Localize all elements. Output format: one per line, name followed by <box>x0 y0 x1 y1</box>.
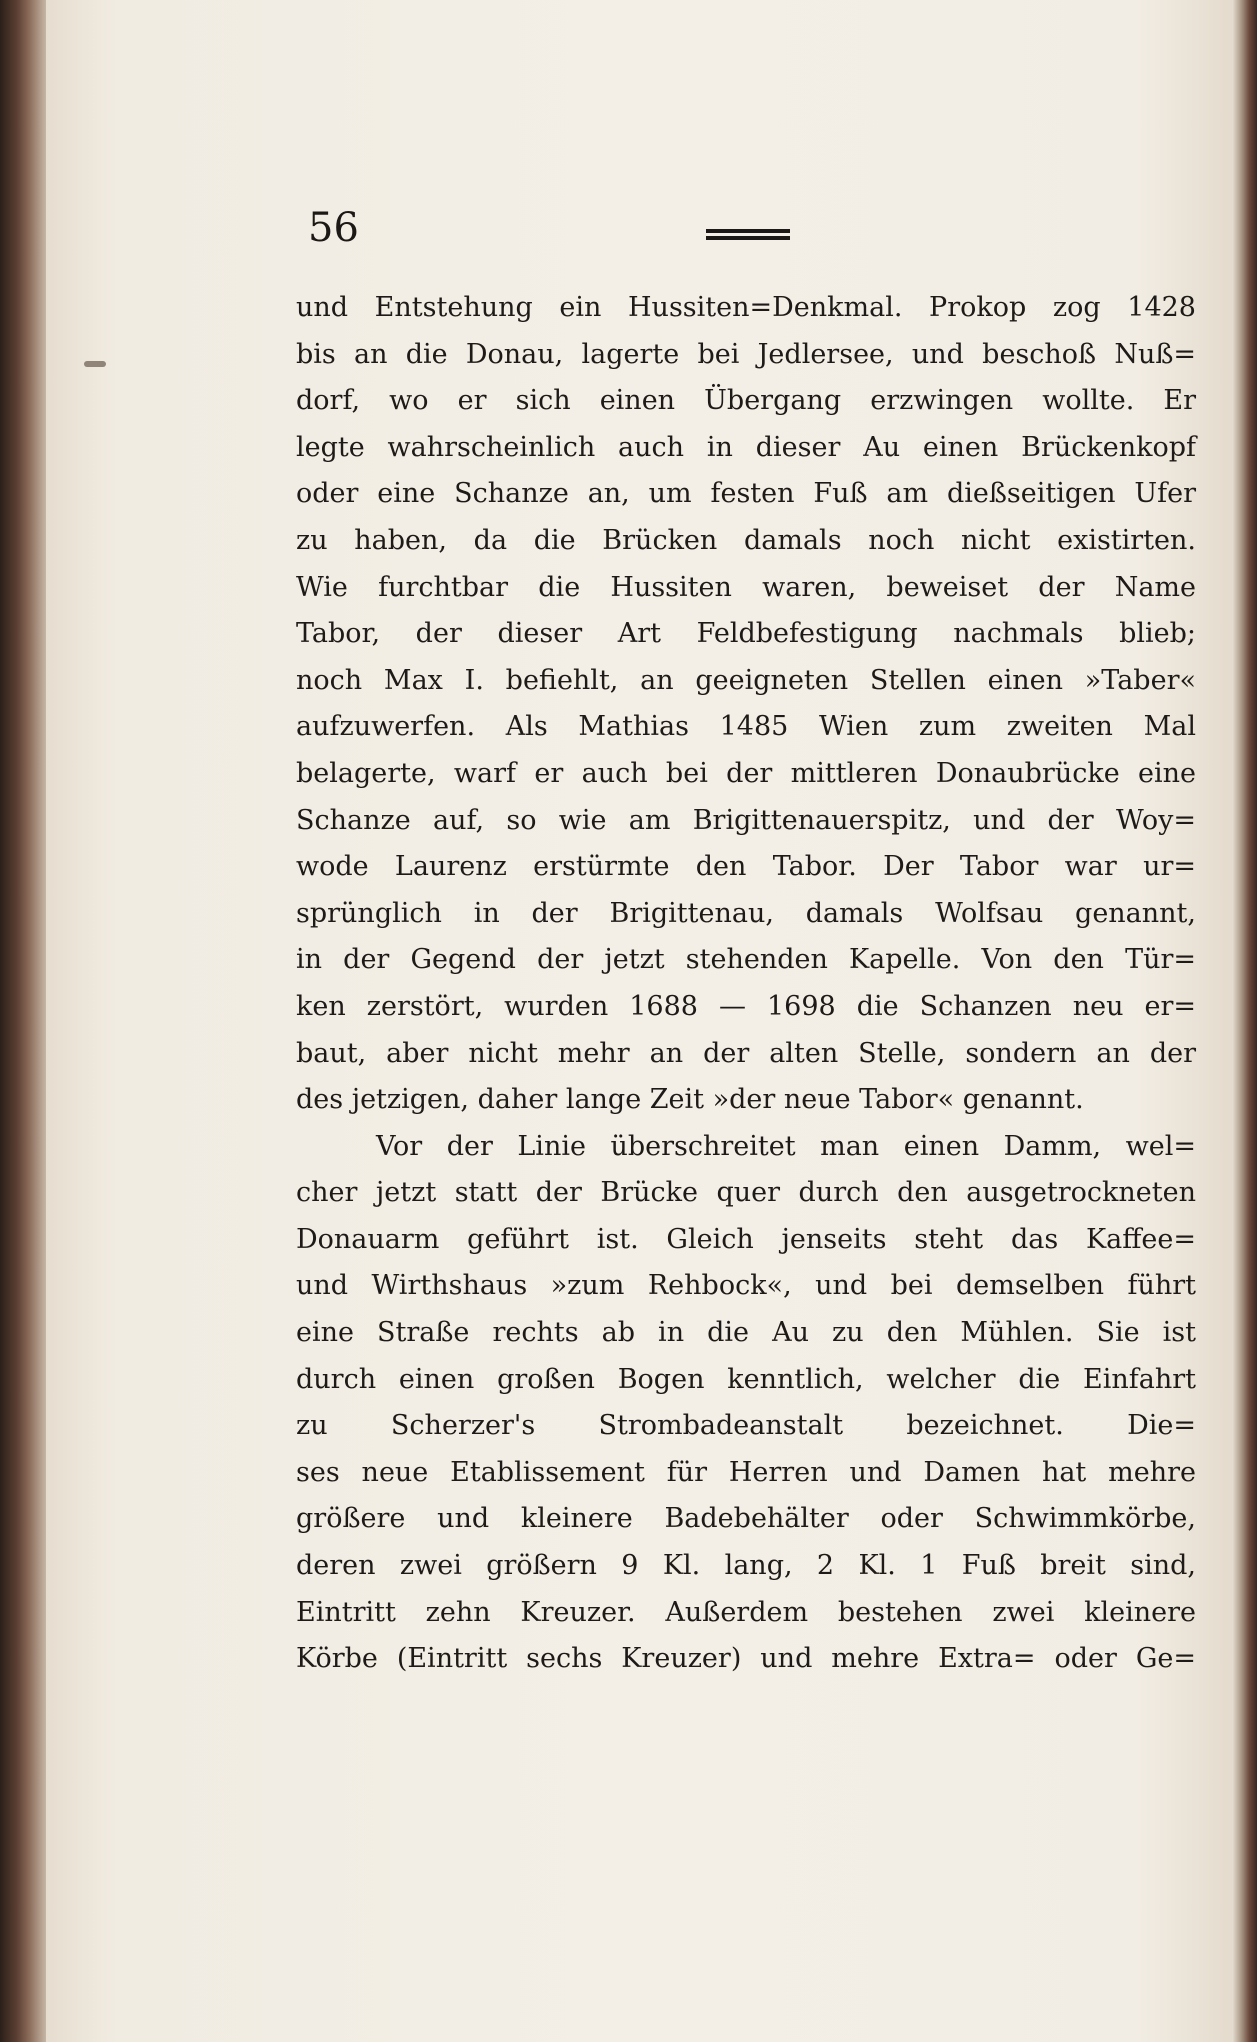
text-line: und Entstehung ein Hussiten=Denkmal. Prokop zog 1428 <box>296 292 1196 323</box>
margin-ink-mark <box>84 361 106 367</box>
book-binding-edge <box>0 0 48 2042</box>
text-line: legte wahrscheinlich auch in dieser Au einen Brückenkopf <box>296 431 1196 463</box>
text-line: noch Max I. befiehlt, an geeigneten Stellen einen »Taber« <box>296 664 1196 696</box>
text-line: Eintritt zehn Kreuzer. Außerdem bestehen zwei kleinere <box>296 1596 1196 1628</box>
text-line: cher jetzt statt der Brücke quer durch den ausgetrockneten <box>296 1177 1196 1209</box>
rule-line <box>706 236 790 240</box>
text-line: Donauarm geführt ist. Gleich jenseits steht das Kaffee= <box>296 1223 1196 1255</box>
text-line: deren zwei größern 9 Kl. lang, 2 Kl. 1 Fuß breit sind, <box>296 1550 1196 1582</box>
text-line: in der Gegend der jetzt stehenden Kapelle. Von den Tür= <box>296 944 1196 976</box>
text-line: dorf, wo er sich einen Übergang erzwingen wollte. Er <box>296 385 1196 417</box>
text-line: baut, aber nicht mehr an der alten Stelle, sondern an der <box>296 1037 1196 1069</box>
text-line: zu haben, da die Brücken damals noch nicht existirten. <box>296 524 1196 556</box>
text-line: wode Laurenz erstürmte den Tabor. Der Tabor war ur= <box>296 851 1196 883</box>
header-rule-ornament <box>706 227 790 243</box>
text-line: und Wirthshaus »zum Rehbock«, und bei demselben führt <box>296 1270 1196 1302</box>
text-line: Körbe (Eintritt sechs Kreuzer) und mehre Extra= oder Ge= <box>296 1643 1196 1675</box>
text-line: des jetzigen, daher lange Zeit »der neue Tabor« genannt. <box>296 1084 1084 1116</box>
text-line: durch einen großen Bogen kenntlich, welcher die Einfahrt <box>296 1363 1196 1395</box>
rule-line <box>706 229 790 233</box>
text-line: ses neue Etablissement für Herren und Damen hat mehre <box>296 1456 1196 1488</box>
text-line: Wie furchtbar die Hussiten waren, beweiset der Name <box>296 571 1196 603</box>
page-header <box>308 205 1188 265</box>
text-line: größere und kleinere Badebehälter oder Schwimmkörbe, <box>296 1503 1196 1535</box>
text-line: zu Scherzer's Strombadeanstalt bezeichnet. Die= <box>296 1410 1196 1442</box>
body-text <box>296 285 1196 1683</box>
page-fore-edge <box>1231 0 1257 2042</box>
text-line: Tabor, der dieser Art Feldbefestigung nachmals blieb; <box>296 618 1196 650</box>
text-line: belagerte, warf er auch bei der mittleren Donaubrücke eine <box>296 757 1196 789</box>
text-line: sprünglich in der Brigittenau, damals Wolfsau genannt, <box>296 897 1196 929</box>
text-line: oder eine Schanze an, um festen Fuß am dießseitigen Ufer <box>296 478 1196 510</box>
text-line: bis an die Donau, lagerte bei Jedlersee, und beschoß Nuß= <box>296 338 1196 370</box>
page-paper <box>46 0 1232 2042</box>
page-number: 56 <box>308 205 359 251</box>
text-line: ken zerstört, wurden 1688 — 1698 die Schanzen neu er= <box>296 990 1196 1022</box>
text-line: eine Straße rechts ab in die Au zu den Mühlen. Sie ist <box>296 1317 1196 1349</box>
text-line: Schanze auf, so wie am Brigittenauerspitz, und der Woy= <box>296 804 1196 836</box>
text-line-indented: Vor der Linie überschreitet man einen Damm, wel= <box>376 1130 1196 1162</box>
text-line: aufzuwerfen. Als Mathias 1485 Wien zum zweiten Mal <box>296 711 1196 743</box>
